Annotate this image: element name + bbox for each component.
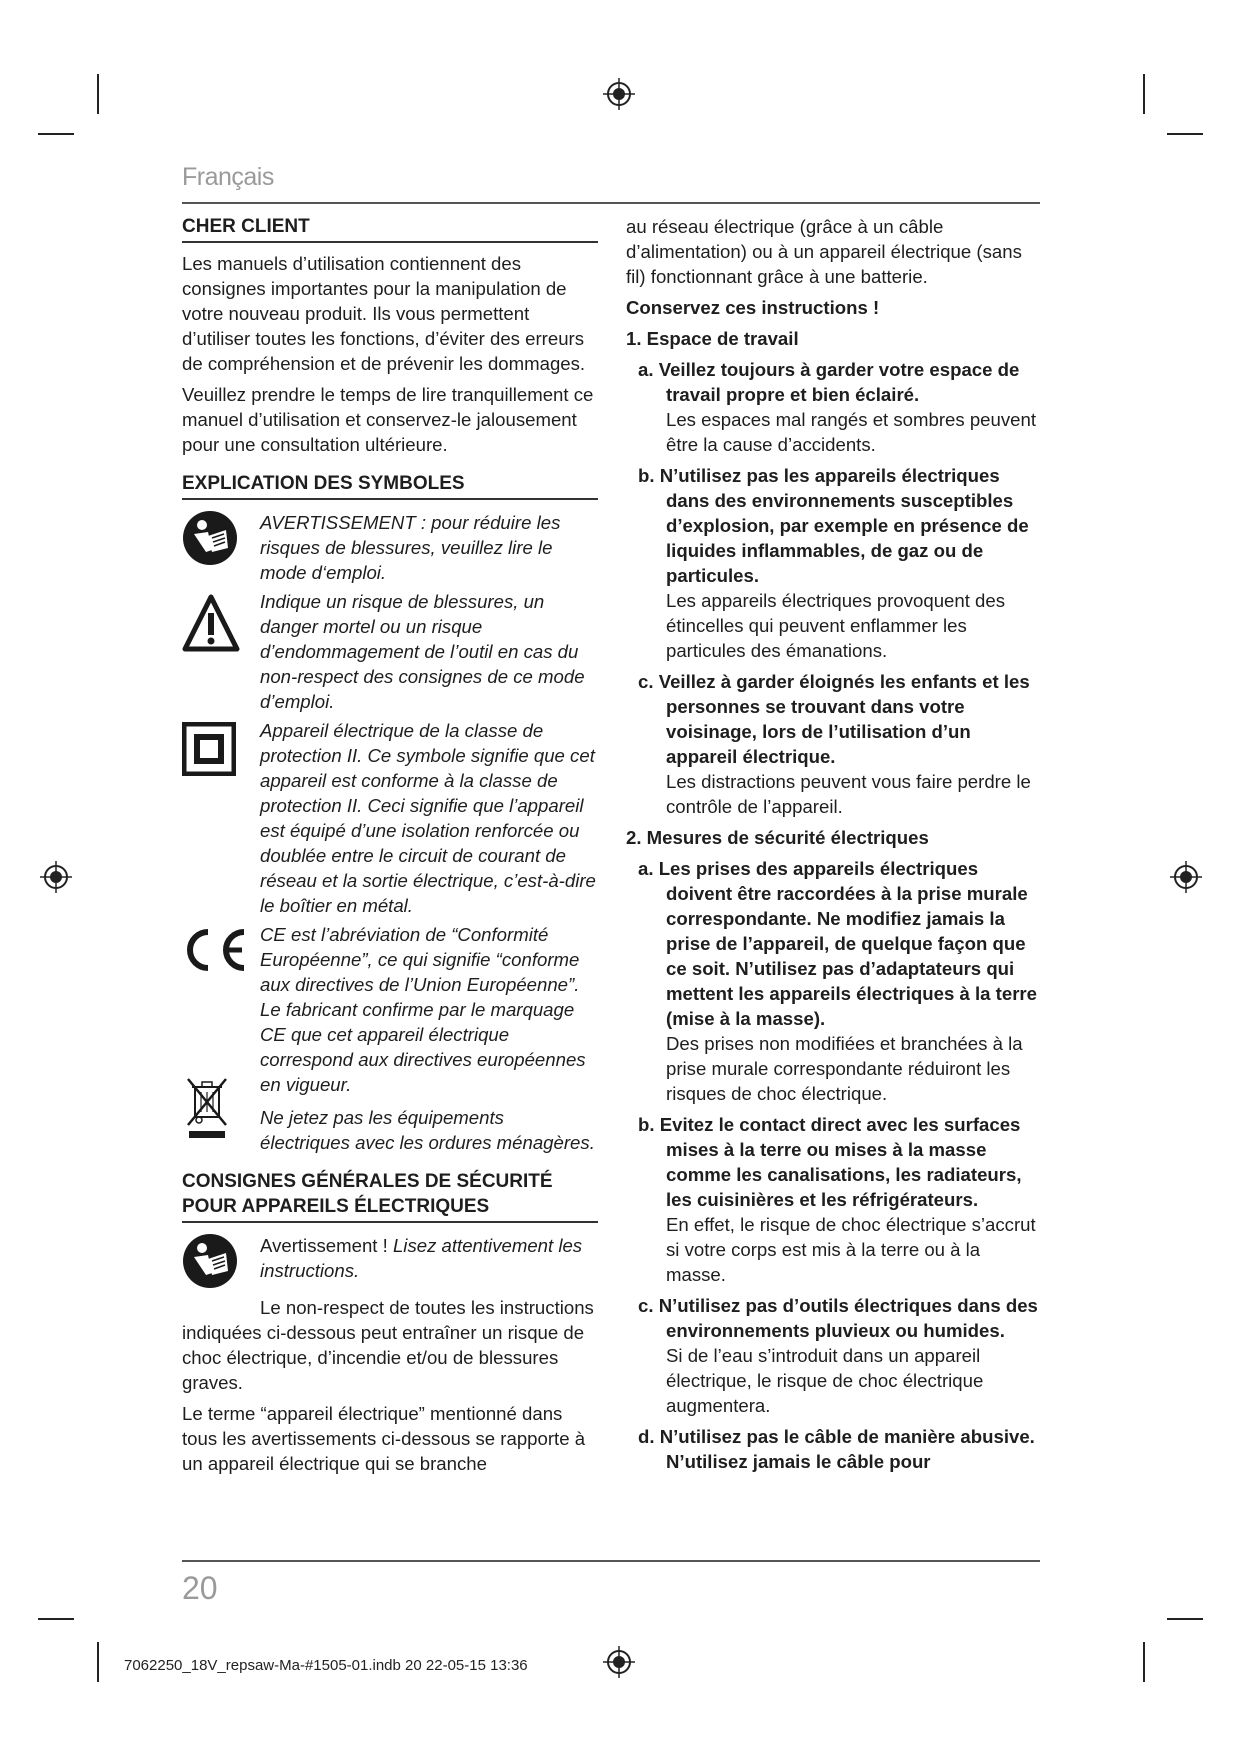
language-label: Français — [182, 163, 274, 191]
item-title: Les prises des appareils électriques doivent être raccordées à la prise murale correspondante. Ne modifiez jamais la prise de l’appareil, de quelque façon que ce soit. N’utilisez pas d’adaptateurs qui mettent les appareils électriques à la terre (mise à la masse). — [658, 858, 1038, 1029]
item-letter: a. — [638, 359, 654, 380]
page-number: 20 — [182, 1570, 218, 1606]
item-description: Les espaces mal rangés et sombres peuvent être la cause d’accidents. — [666, 409, 1037, 455]
keep-instructions: Conservez ces instructions ! — [626, 297, 880, 318]
section-heading: CONSIGNES GÉNÉRALES DE SÉCURITÉ POUR APPAREILS ÉLECTRIQUES — [182, 1169, 598, 1223]
read-manual-icon — [182, 510, 238, 566]
crop-mark — [1167, 133, 1203, 135]
warning-triangle-icon — [182, 593, 240, 655]
item-description: Si de l’eau s’introduit dans un appareil électrique, le risque de choc électrique augmentera. — [666, 1345, 984, 1416]
registration-mark-icon — [40, 861, 72, 893]
list-item — [626, 669, 1040, 819]
item-description: Des prises non modifiées et branchées à la prise murale correspondante réduiront les risques de choc électrique. — [666, 1033, 1023, 1104]
paragraph: Le terme “appareil électrique” mentionné dans tous les avertissements ci-dessous se rapporte à un appareil électrique qui se branche — [182, 1403, 586, 1474]
warning-instruction: Lisez attentivement les instructions. — [260, 1235, 583, 1281]
crop-mark — [97, 74, 99, 114]
warning-label: Avertissement ! — [260, 1235, 388, 1256]
symbol-text: Indique un risque de blessures, un danger mortel ou un risque d’endommagement de l’outil en cas du non-respect des consignes de ce mode d’emploi. — [260, 591, 585, 712]
crop-mark — [1143, 1642, 1145, 1682]
symbol-text: Appareil électrique de la classe de protection II. Ce symbole signifie que cet appareil est conforme à la classe de protection II. Ceci signifie que l’appareil est équipé d’une isolation renforcée ou doublée entre le circuit de courant de réseau et la sortie électrique, c’est-à-dire le boîtier en métal. — [260, 720, 596, 916]
read-manual-icon — [182, 1233, 238, 1289]
crop-mark — [1167, 1618, 1203, 1620]
crop-mark — [97, 1642, 99, 1682]
section-number-heading: 1. Espace de travail — [626, 328, 799, 349]
registration-mark-icon — [1170, 861, 1202, 893]
crop-mark — [1143, 74, 1145, 114]
paragraph: Veuillez prendre le temps de lire tranquillement ce manuel d’utilisation et conservez-le jalousement pour une consultation ultérieure. — [182, 384, 594, 455]
item-description: Les appareils électriques provoquent des étincelles qui peuvent enflammer les particules des émanations. — [666, 590, 1006, 661]
warning-row — [182, 1233, 598, 1295]
symbol-text: AVERTISSEMENT : pour réduire les risques de blessures, veuillez lire le mode d‘emploi. — [260, 512, 561, 583]
item-title: N’utilisez pas le câble de manière abusive. N’utilisez jamais le câble pour — [659, 1426, 1035, 1472]
item-title: Veillez toujours à garder votre espace de travail propre et bien éclairé. — [658, 359, 1020, 405]
ce-mark-icon — [178, 922, 250, 978]
section-heading: CHER CLIENT — [182, 214, 598, 243]
crop-mark — [38, 1618, 74, 1620]
item-letter: d. — [638, 1426, 655, 1447]
list-item — [626, 856, 1040, 1106]
right-column — [626, 214, 1040, 1480]
item-title: Veillez à garder éloignés les enfants et les personnes se trouvant dans votre voisinage, lors de l’utilisation d’un appareil électrique. — [658, 671, 1030, 767]
section-number-heading: 2. Mesures de sécurité électriques — [626, 827, 929, 848]
crop-mark — [38, 133, 74, 135]
item-title: Evitez le contact direct avec les surfaces mises à la terre ou mises à la masse comme les canalisations, les radiateurs, les cuisinières et les réfrigérateurs. — [659, 1114, 1022, 1210]
symbol-text: CE est l’abréviation de “Conformité Européenne”, ce qui signifie “conforme aux directives de l’Union Européenne”. Le fabricant confirme par le marquage CE que cet appareil électrique correspond aux directives européennes en vigueur. — [260, 924, 586, 1095]
item-letter: c. — [638, 671, 654, 692]
symbol-row — [182, 1075, 598, 1155]
item-letter: b. — [638, 465, 655, 486]
symbol-text: Ne jetez pas les équipements électriques avec les ordures ménagères. — [260, 1107, 595, 1153]
symbol-row — [182, 922, 598, 1097]
item-description: Les distractions peuvent vous faire perdre le contrôle de l’appareil. — [666, 771, 1031, 817]
file-info: 7062250_18V_repsaw-Ma-#1505-01.indb 20 22-05-15 13:36 — [124, 1657, 528, 1674]
registration-mark-icon — [603, 1646, 635, 1678]
item-letter: a. — [638, 858, 654, 879]
paragraph: au réseau électrique (grâce à un câble d’alimentation) ou à un appareil électrique (sans fil) fonctionnant grâce à une batterie. — [626, 216, 1022, 287]
list-item — [626, 1112, 1040, 1287]
paragraph: Les manuels d’utilisation contiennent des consignes importantes pour la manipulation de votre nouveau produit. Ils vous permettent d’utiliser toutes les fonctions, d’éviter des erreurs de compréhension et de prévenir les dommages. — [182, 253, 586, 374]
item-letter: b. — [638, 1114, 655, 1135]
paragraph: Le non-respect de toutes les instructions indiquées ci-dessous peut entraîner un risque de choc électrique, d’incendie et/ou de blessures graves. — [182, 1297, 594, 1393]
symbol-row — [182, 589, 598, 714]
left-column — [182, 214, 598, 1482]
list-item — [626, 463, 1040, 663]
item-title: N’utilisez pas d’outils électriques dans des environnements pluvieux ou humides. — [658, 1295, 1038, 1341]
list-item — [626, 1424, 1040, 1474]
section-heading: EXPLICATION DES SYMBOLES — [182, 471, 598, 500]
item-description: En effet, le risque de choc électrique s’accrut si votre corps est mis à la terre ou à la masse. — [666, 1214, 1036, 1285]
class-ii-icon — [182, 722, 236, 776]
header-rule — [182, 202, 1040, 204]
symbol-row — [182, 718, 598, 918]
footer-rule — [182, 1560, 1040, 1562]
list-item — [626, 1293, 1040, 1418]
symbol-row — [182, 510, 598, 585]
weee-bin-icon — [182, 1075, 232, 1143]
item-letter: c. — [638, 1295, 654, 1316]
item-title: N’utilisez pas les appareils électriques dans des environnements susceptibles d’explosion, par exemple en présence de liquides inflammables, de gaz ou de particules. — [659, 465, 1029, 586]
list-item — [626, 357, 1040, 457]
registration-mark-icon — [603, 78, 635, 110]
